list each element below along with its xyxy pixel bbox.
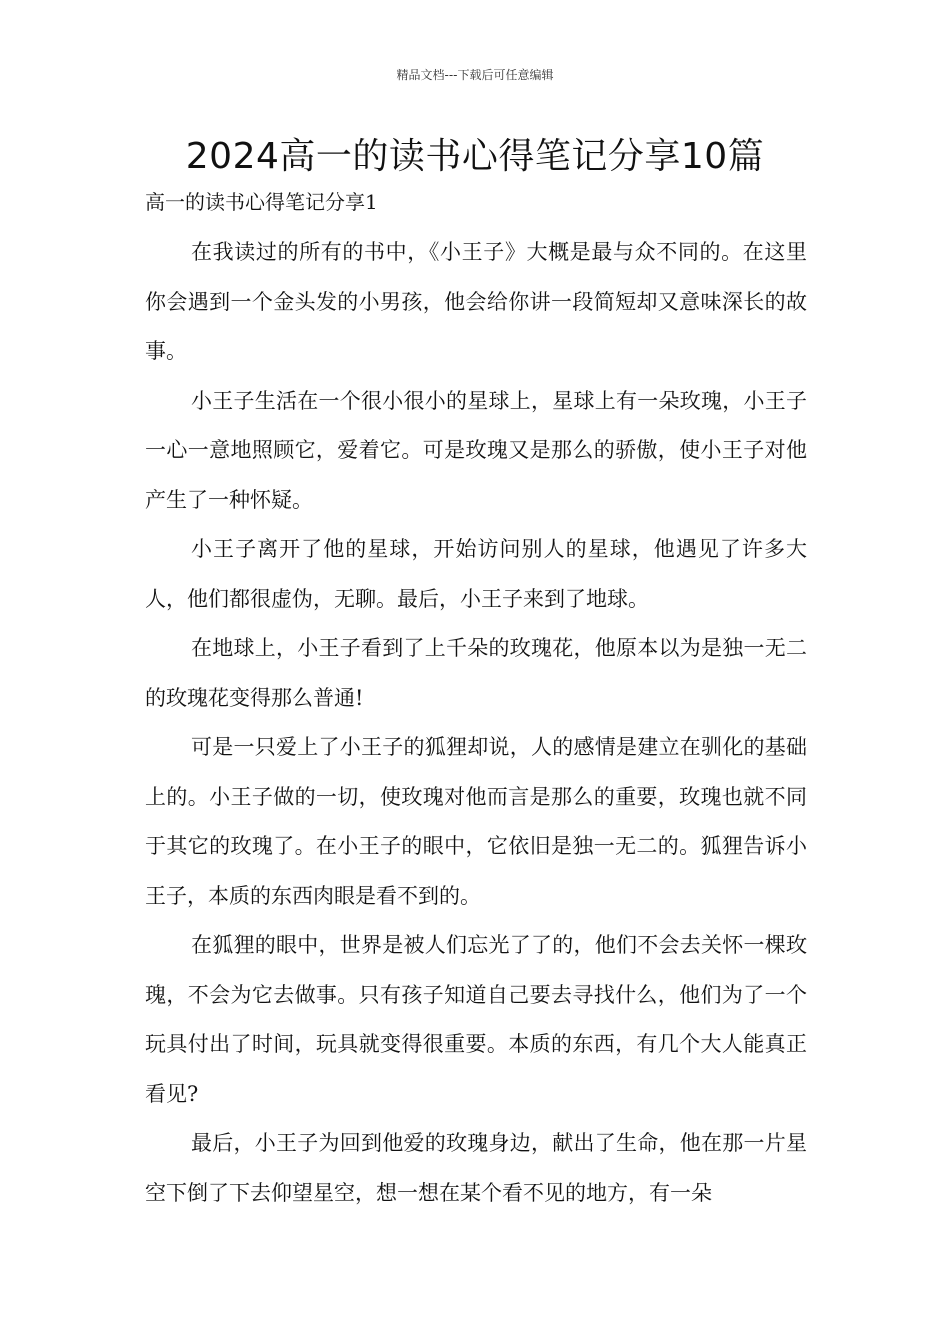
- header-note: 精品文档---下载后可任意编辑: [396, 68, 554, 82]
- paragraph: 在狐狸的眼中，世界是被人们忘光了了的，他们不会去关怀一棵玫瑰，不会为它去做事。只有孩子知道自己要去寻找什么，他们为了一个玩具付出了时间，玩具就变得很重要。本质的东西，有几个大人能真正看见?: [145, 933, 807, 1106]
- paragraph: 在我读过的所有的书中，《小王子》大概是最与众不同的。在这里你会遇到一个金头发的小男孩，他会给你讲一段简短却又意味深长的故事。: [145, 240, 807, 363]
- paragraph: 可是一只爱上了小王子的狐狸却说，人的感情是建立在驯化的基础上的。小王子做的一切，使玫瑰对他而言是那么的重要，玫瑰也就不同于其它的玫瑰了。在小王子的眼中，它依旧是独一无二的。狐狸告诉小王子，本质的东西肉眼是看不到的。: [145, 735, 807, 908]
- section-heading: 高一的读书心得笔记分享1: [145, 190, 378, 214]
- body-text: [145, 228, 807, 1218]
- paragraph: 小王子生活在一个很小很小的星球上，星球上有一朵玫瑰，小王子一心一意地照顾它，爱着它。可是玫瑰又是那么的骄傲，使小王子对他产生了一种怀疑。: [145, 388, 807, 512]
- document-title: 2024高一的读书心得笔记分享10篇: [185, 136, 765, 177]
- paragraph: 最后，小王子为回到他爱的玫瑰身边，献出了生命，他在那一片星空下倒了下去仰望星空，想一想在某个看不见的地方，有一朵: [145, 1131, 807, 1205]
- paragraph: 小王子离开了他的星球，开始访问别人的星球，他遇见了许多大人，他们都很虚伪，无聊。最后，小王子来到了地球。: [145, 537, 807, 611]
- paragraph: 在地球上，小王子看到了上千朵的玫瑰花，他原本以为是独一无二的玫瑰花变得那么普通!: [145, 636, 807, 710]
